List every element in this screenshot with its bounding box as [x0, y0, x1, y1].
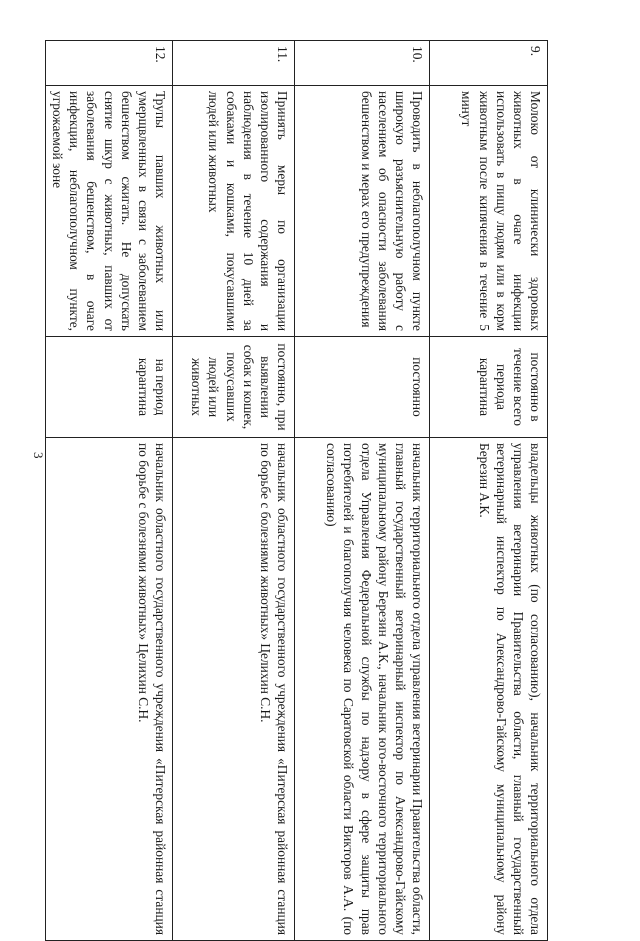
row-number: 9.: [430, 41, 548, 86]
measure-cell: Проводить в неблагополучном пункте широкую разъяснительную работу с населением об опасности заболевания бешенством и мерах его предупреждения: [295, 86, 430, 337]
term-cell: постоянно, при выявлении собак и кошек, покусавших людей или животных: [173, 337, 295, 438]
table-row: [45, 41, 172, 941]
term-cell: на период карантина: [45, 337, 172, 438]
measures-table: [45, 40, 548, 941]
page-number: 3: [31, 452, 46, 459]
measure-cell: Принять меры по организации изолированного содержания и наблюдения в течение 10 дней за собаками и кошками, покусавшими людей или животных: [173, 86, 295, 337]
responsible-cell: начальник территориального отдела управления ветеринарии Правительства области, главный государственный ветеринарный инспектор по Александрово-Гайскому муниципальному району Березин А.К., начальник юго-восточного территориального отдела Управления Федеральной службы по надзору в сфере защиты прав потребителей и благополучия человека по Саратовской области Викторов А.А. (по согласованию): [295, 438, 430, 941]
table-row: [295, 41, 430, 941]
term-cell: постоянно в течение всего периода карантина: [430, 337, 548, 438]
term-cell: постоянно: [295, 337, 430, 438]
row-number: 11.: [173, 41, 295, 86]
responsible-cell: начальник областного государственного учреждения «Питерская районная станция по борьбе с болезнями животных» Целихин С.Н.: [173, 438, 295, 941]
row-number: 10.: [295, 41, 430, 86]
measure-cell: Молоко от клинически здоровых животных в очаге инфекции использовать в пищу людям или в корм животным после кипячения в течение 5 минут: [430, 86, 548, 337]
responsible-cell: владельцы животных (по согласованию), начальник территориального отдела управления ветеринарии Правительства области, главный государственный ветеринарный инспектор по Александрово-Гайскому муниципальному району Березин А.К.: [430, 438, 548, 941]
rotated-table-wrapper: [50, 40, 548, 935]
responsible-cell: начальник областного государственного учреждения «Питерская районная станция по борьбе с болезнями животных» Целихин С.Н.: [45, 438, 172, 941]
measure-cell: Трупы павших животных или умерщвленных в связи с заболеванием бешенством сжигать. Не допускать снятие шкур с животных, павших от заболевания бешенством, в очаге инфекции, неблагополучном пункте, угрожаемой зоне: [45, 86, 172, 337]
row-number: 12.: [45, 41, 172, 86]
table-row: [430, 41, 548, 941]
table-row: [173, 41, 295, 941]
